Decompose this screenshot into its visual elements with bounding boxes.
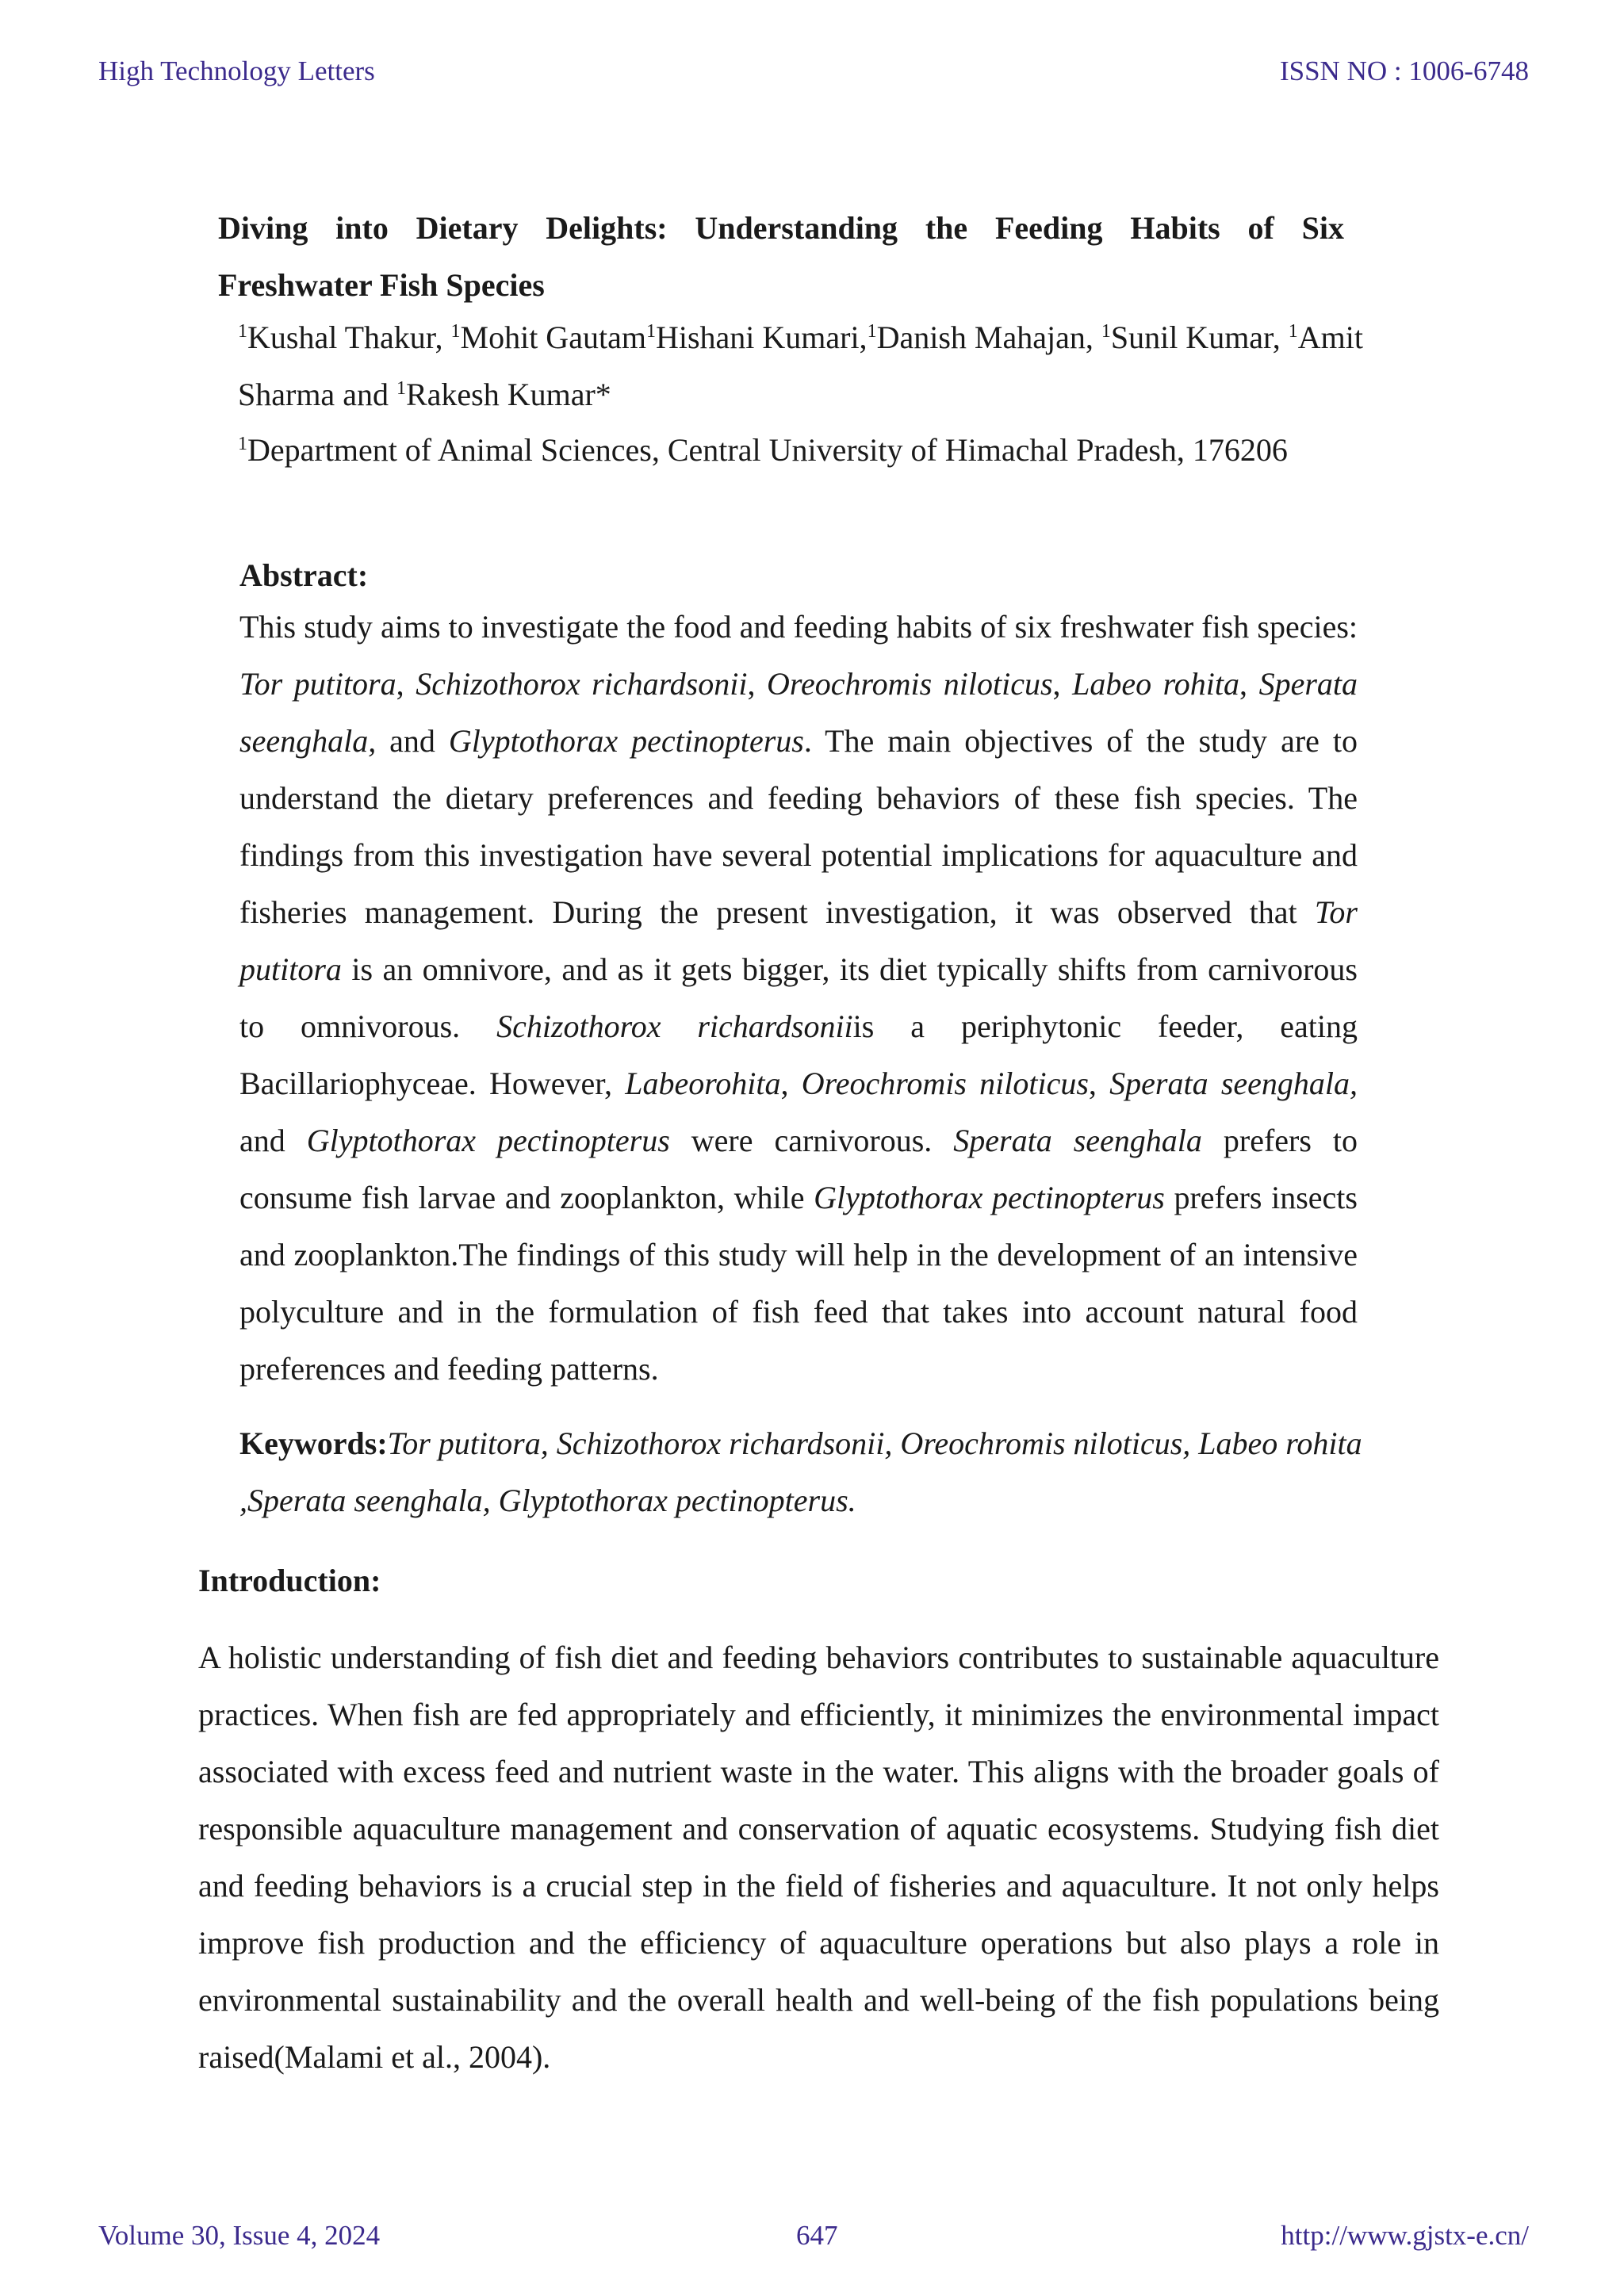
- author-name: Hishani Kumari,: [655, 320, 868, 355]
- abstract-text: This study aims to investigate the food and feeding habits of six freshwater fish species:: [239, 609, 1358, 645]
- affiliation-sup: 1: [238, 434, 247, 454]
- species-name: Glyptothorax pectinopterus: [814, 1180, 1165, 1215]
- species-name: Sperata seenghala,: [1109, 1066, 1358, 1101]
- abstract-text: ,: [1239, 666, 1259, 702]
- abstract-text: ,: [780, 1066, 802, 1101]
- species-name: Schizothorox richardsonii: [496, 1008, 853, 1044]
- author-name: Amit Sharma and: [238, 320, 1364, 412]
- abstract-text: is a periphytonic feeder, eating Bacillariophyceae. However,: [239, 1008, 1358, 1101]
- author-name: Kushal Thakur,: [247, 320, 451, 355]
- abstract-text: ,: [1088, 1066, 1110, 1101]
- abstract-text: prefers to consume fish larvae and zooplankton, while: [239, 1123, 1358, 1215]
- introduction-body: A holistic understanding of fish diet and feeding behaviors contributes to sustainable aquaculture practices. When fish are fed appropriately and efficiently, it minimizes the environmental impact associated with excess feed and nutrient waste in the water. This aligns with the broader goals of responsible aquaculture management and conservation of aquatic ecosystems. Studying fish diet and feeding behaviors is a crucial step in the field of fisheries and aquaculture. It not only helps improve fish production and the efficiency of aquaculture operations but also plays a role in environmental sustainability and the overall health and well-being of the fish populations being raised(Malami et al., 2004).: [198, 1640, 1439, 2075]
- species-name: Sperata seenghala,: [239, 666, 1358, 759]
- author-sup: 1: [238, 321, 247, 342]
- issn-number: ISSN NO : 1006-6748: [1279, 55, 1529, 86]
- keywords: [239, 1415, 1397, 1529]
- species-name: Glyptothorax pectinopterus: [448, 723, 804, 759]
- page-number: 647: [796, 2220, 838, 2251]
- abstract-text: and: [239, 1123, 307, 1158]
- abstract-text: were carnivorous.: [669, 1123, 954, 1158]
- author-sup: 1: [1288, 321, 1298, 342]
- species-name: Labeo rohita: [1072, 666, 1239, 702]
- species-name: Labeorohita: [625, 1066, 781, 1101]
- author-sup: 1: [396, 378, 406, 399]
- introduction-heading: Introduction:: [198, 1563, 381, 1598]
- author-list: [238, 309, 1427, 423]
- author-sup: 1: [645, 321, 656, 342]
- abstract-text: and: [376, 723, 449, 759]
- species-name: Tor putitora: [239, 894, 1358, 987]
- affiliation: [238, 422, 1427, 479]
- author-name: Rakesh Kumar*: [405, 377, 611, 412]
- journal-url[interactable]: http://www.gjstx-e.cn/: [1281, 2220, 1529, 2251]
- abstract-heading: Abstract:: [239, 557, 369, 593]
- abstract-text: ,: [1052, 666, 1073, 702]
- journal-name: High Technology Letters: [98, 55, 375, 86]
- paper-title: [218, 200, 1344, 314]
- keywords-label: Keywords:: [239, 1425, 388, 1461]
- abstract-text: is an omnivore, and as it gets bigger, its diet typically shifts from carnivorous to omnivorous.: [239, 951, 1358, 1044]
- author-name: Mohit Gautam: [460, 320, 646, 355]
- species-name: Oreochromis niloticus: [801, 1066, 1089, 1101]
- author-sup: 1: [867, 321, 877, 342]
- author-sup: 1: [1101, 321, 1111, 342]
- author-sup: 1: [450, 321, 461, 342]
- keywords-list: Tor putitora, Schizothorox richardsonii, Oreochromis niloticus, Labeo rohita ,Sperata seenghala, Glyptothorax pectinopterus.: [239, 1425, 1362, 1518]
- species-name: Glyptothorax pectinopterus: [306, 1123, 670, 1158]
- volume-issue: Volume 30, Issue 4, 2024: [98, 2220, 381, 2251]
- species-name: Tor putitora: [239, 666, 396, 702]
- abstract-text: prefers insects and zooplankton.The findings of this study will help in the development of an intensive polyculture and in the formulation of fish feed that takes into account natural food preferences and feeding patterns.: [239, 1180, 1358, 1387]
- species-name: Oreochromis niloticus: [767, 666, 1053, 702]
- author-name: Danish Mahajan,: [876, 320, 1101, 355]
- species-name: Sperata seenghala: [953, 1123, 1202, 1158]
- species-name: Schizothorox richardsonii: [416, 666, 748, 702]
- abstract-text: ,: [396, 666, 416, 702]
- title-line-2: Freshwater Fish Species: [218, 267, 545, 303]
- abstract-text: . The main objectives of the study are to understand the dietary preferences and feeding behaviors of these fish species. The findings from this investigation have several potential implications for aquaculture and fisheries management. During the present investigation, it was observed that: [239, 723, 1358, 930]
- abstract-body: [239, 599, 1358, 1398]
- author-name: Sunil Kumar,: [1110, 320, 1289, 355]
- affiliation-text: Department of Animal Sciences, Central University of Himachal Pradesh, 176206: [247, 432, 1288, 468]
- title-line-1: Diving into Dietary Delights: Understanding the Feeding Habits of Six: [218, 210, 1344, 246]
- abstract-text: ,: [747, 666, 768, 702]
